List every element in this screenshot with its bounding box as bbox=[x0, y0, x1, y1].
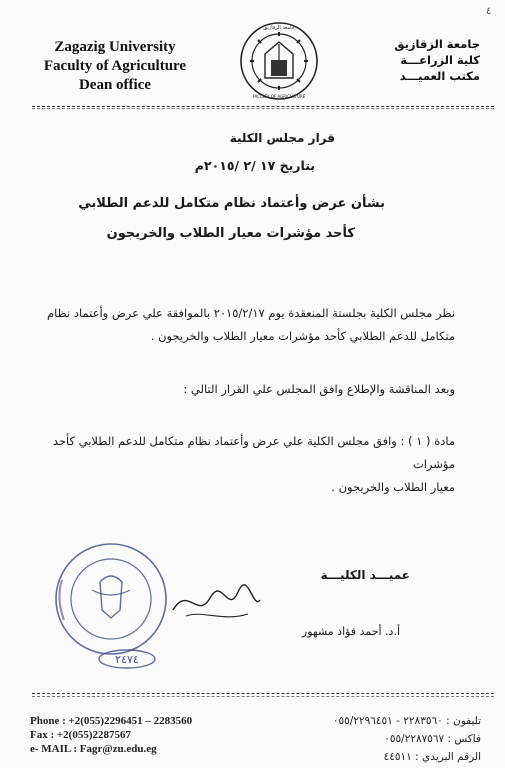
phone-ar: تليفون : ٢٢٨٣٥٦٠ - ٠٥٥/٢٢٩٦٤٥١ bbox=[332, 715, 481, 727]
faculty-name-ar: كلية الزراعـــة bbox=[400, 53, 480, 67]
postal-code-ar: الرقم البريدي : ٤٤٥١١ bbox=[383, 751, 481, 763]
logo-text-ar: جامعة الزقازيق bbox=[263, 25, 295, 31]
dean-signature bbox=[168, 580, 263, 628]
faculty-stamp bbox=[52, 540, 170, 658]
page-number: ٤ bbox=[486, 6, 492, 17]
header-divider-2 bbox=[32, 108, 494, 109]
stamp-number-seal bbox=[97, 648, 157, 670]
paragraph-1-line-2: متكامل للدعم الطلابي كأحد مؤشرات معيار الطلاب والخريجون . bbox=[150, 329, 455, 343]
office-name-en: Dean office bbox=[78, 77, 152, 93]
contact-arabic bbox=[333, 712, 481, 766]
english-letterhead bbox=[30, 38, 200, 95]
paragraph-2: وبعد المناقشة والإطلاع وافق المجلس علي القرار التالي : bbox=[183, 382, 455, 396]
faculty-logo bbox=[238, 20, 320, 102]
university-name-ar: جامعة الزقازيق bbox=[394, 37, 480, 51]
fax-en: Fax : +2(055)2287567 bbox=[30, 729, 131, 741]
header-divider bbox=[32, 106, 494, 107]
decision-title: قرار مجلس الكلية bbox=[229, 131, 335, 145]
paragraph-1-line-1: نظر مجلس الكلية بجلستة المنعقدة يوم ٢٠١٥/٢/١٧ بالموافقة علي عرض وأعتماد نظام bbox=[46, 306, 455, 320]
office-name-ar: مكتب العميـــد bbox=[399, 69, 480, 83]
article-1-line-2: معيار الطلاب والخريجون . bbox=[331, 480, 455, 494]
dean-name: أ.د. أحمد فؤاد مشهور bbox=[301, 625, 400, 638]
university-name-en: Zagazig University bbox=[54, 39, 176, 55]
faculty-name-en: Faculty of Agriculture bbox=[43, 58, 187, 74]
decision-subject-line-1: بشأن عرض وأعتماد نظام متكامل للدعم الطلابي bbox=[78, 196, 385, 211]
logo-text-en: FACULTY OF AGRICULTURE bbox=[252, 94, 306, 99]
stamp-number: ٢٤٧٤ bbox=[115, 653, 139, 666]
decision-subject-line-2: كأحد مؤشرات معيار الطلاب والخريجون bbox=[106, 226, 355, 241]
article-1 bbox=[15, 430, 455, 499]
article-1-line-1: مادة ( ١ ) : وافق مجلس الكلية علي عرض وأعتماد نظام متكامل للدعم الطلابي كأحد مؤشرات bbox=[52, 434, 455, 471]
dean-title: عميـــد الكليـــة bbox=[320, 568, 410, 582]
paragraph-1 bbox=[15, 302, 455, 348]
arabic-letterhead bbox=[360, 36, 480, 84]
fax-ar: فاكس : ٠٥٥/٢٢٨٧٥٦٧ bbox=[384, 733, 481, 745]
decision-date: بتاريخ ١٧ /٢ /٢٠١٥م bbox=[194, 158, 315, 173]
email-en: e- MAIL : Fagr@zu.edu.eg bbox=[30, 743, 157, 755]
footer-divider bbox=[32, 693, 494, 694]
footer-divider-2 bbox=[32, 696, 494, 697]
phone-en: Phone : +2(055)2296451 – 2283560 bbox=[30, 715, 193, 727]
contact-english bbox=[30, 714, 192, 756]
